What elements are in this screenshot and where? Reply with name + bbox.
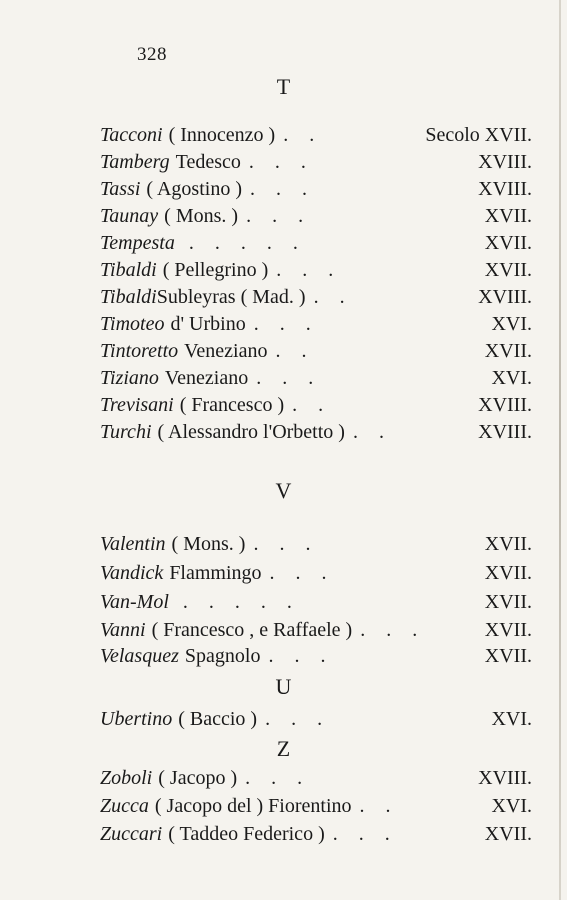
- artist-name: Tintoretto: [100, 340, 179, 362]
- leader-dots: . . .: [249, 178, 315, 200]
- page-number: 328: [137, 44, 167, 65]
- section-heading-z: Z: [276, 736, 291, 761]
- index-entry: [100, 176, 540, 202]
- century: XVI.: [491, 313, 532, 335]
- artist-desc: ( Innocenzo ): [168, 124, 276, 146]
- leader-dots: . .: [352, 421, 392, 443]
- century: XVII.: [484, 259, 532, 281]
- artist-name: Tiziano: [100, 367, 159, 389]
- artist-name: Tamberg: [100, 151, 170, 173]
- artist-desc: ( Mons. ): [164, 205, 239, 227]
- century: XVI.: [491, 795, 532, 817]
- index-entry: [100, 365, 540, 391]
- leader-dots: . . .: [248, 151, 314, 173]
- artist-desc: ( Jacopo ): [158, 767, 238, 789]
- artist-desc: Veneziano: [184, 340, 268, 362]
- century: XVII.: [484, 591, 532, 613]
- century: XVIII.: [478, 394, 532, 416]
- century: XVI.: [491, 708, 532, 730]
- artist-desc: ( Jacopo del ) Fiorentino: [154, 795, 352, 817]
- artist-name: Taunay: [100, 205, 159, 227]
- century: XVII.: [484, 823, 532, 845]
- artist-desc: d' Urbino: [170, 313, 246, 335]
- century: XVIII.: [478, 286, 532, 308]
- index-entry: [100, 392, 540, 418]
- artist-name: Zuccari: [100, 823, 163, 845]
- century: XVI.: [491, 367, 532, 389]
- index-entry: [100, 765, 540, 791]
- index-entry: [100, 230, 540, 256]
- artist-desc: Flammingo: [169, 562, 262, 584]
- index-entry: [100, 617, 540, 643]
- century: XVIII.: [478, 151, 532, 173]
- artist-desc: ( Pellegrino ): [162, 259, 269, 281]
- index-entry: [100, 560, 540, 586]
- artist-name: Tacconi: [100, 124, 163, 146]
- artist-desc: Tedesco: [175, 151, 241, 173]
- leader-dots: . . .: [360, 619, 426, 641]
- leader-dots: . . .: [245, 767, 311, 789]
- artist-name: Turchi: [100, 421, 152, 443]
- index-entry: [100, 531, 540, 557]
- artist-desc: Veneziano: [164, 367, 249, 389]
- index-entry: [100, 793, 540, 819]
- century: XVII.: [484, 645, 532, 667]
- artist-desc: ( Mons. ): [171, 533, 246, 555]
- century: XVII.: [484, 340, 532, 362]
- index-entry: [100, 821, 540, 847]
- leader-dots: . . .: [253, 313, 319, 335]
- leader-dots: . . .: [269, 562, 335, 584]
- artist-name: Tibaldi: [100, 286, 157, 308]
- artist-desc: ( Francesco ): [179, 394, 285, 416]
- artist-desc: Subleyras ( Mad. ): [156, 286, 306, 308]
- leader-dots: . .: [359, 795, 399, 817]
- leader-dots: . . .: [332, 823, 398, 845]
- century: XVIII.: [478, 421, 532, 443]
- artist-name: Vandick: [100, 562, 164, 584]
- century: XVII.: [484, 562, 532, 584]
- artist-name: Zucca: [100, 795, 149, 817]
- artist-name: Tempesta: [100, 232, 175, 254]
- artist-name: Vanni: [100, 619, 146, 641]
- leader-dots: . . .: [256, 367, 322, 389]
- index-entry: [100, 122, 540, 148]
- artist-name: Tassi: [100, 178, 141, 200]
- leader-dots: . . .: [246, 205, 312, 227]
- artist-desc: ( Baccio ): [178, 708, 258, 730]
- artist-name: Valentin: [100, 533, 166, 555]
- leader-dots: . . .: [268, 645, 334, 667]
- index-entry: [100, 589, 540, 615]
- century: XVII.: [484, 232, 532, 254]
- index-entry: [100, 149, 540, 175]
- leader-dots: . . .: [276, 259, 342, 281]
- artist-name: Timoteo: [100, 313, 165, 335]
- leader-dots: . . .: [253, 533, 319, 555]
- century: XVIII.: [478, 178, 532, 200]
- index-entry: [100, 284, 540, 310]
- leader-dots: . . . . .: [182, 591, 300, 613]
- century: XVII.: [484, 619, 532, 641]
- leader-dots: . . .: [265, 708, 331, 730]
- index-entry: [100, 706, 540, 732]
- century: XVIII.: [478, 767, 532, 789]
- artist-desc: ( Alessandro l'Orbetto ): [157, 421, 345, 443]
- artist-name: Trevisani: [100, 394, 174, 416]
- century: XVII.: [484, 533, 532, 555]
- section-heading-v: V: [275, 478, 292, 503]
- artist-desc: ( Francesco , e Raffaele ): [151, 619, 353, 641]
- leader-dots: . .: [313, 286, 353, 308]
- artist-name: Tibaldi: [100, 259, 157, 281]
- artist-desc: ( Taddeo Federico ): [168, 823, 325, 845]
- artist-name: Velasquez: [100, 645, 179, 667]
- leader-dots: . .: [275, 340, 315, 362]
- century: XVII.: [484, 205, 532, 227]
- artist-desc: Spagnolo: [184, 645, 261, 667]
- index-entry: [100, 338, 540, 364]
- artist-name: Zoboli: [100, 767, 153, 789]
- page-edge: [559, 0, 561, 900]
- artist-desc: ( Agostino ): [146, 178, 242, 200]
- artist-name: Van-Mol: [100, 591, 169, 613]
- artist-name: Ubertino: [100, 708, 173, 730]
- leader-dots: . . . . .: [188, 232, 306, 254]
- index-entry: [100, 203, 540, 229]
- index-entry: [100, 643, 540, 669]
- section-heading-u: U: [275, 674, 292, 699]
- index-entry: [100, 419, 540, 445]
- index-entry: [100, 257, 540, 283]
- section-heading-t: T: [276, 74, 291, 99]
- leader-dots: . .: [283, 124, 323, 146]
- century: Secolo XVII.: [425, 124, 532, 146]
- leader-dots: . .: [292, 394, 332, 416]
- index-entry: [100, 311, 540, 337]
